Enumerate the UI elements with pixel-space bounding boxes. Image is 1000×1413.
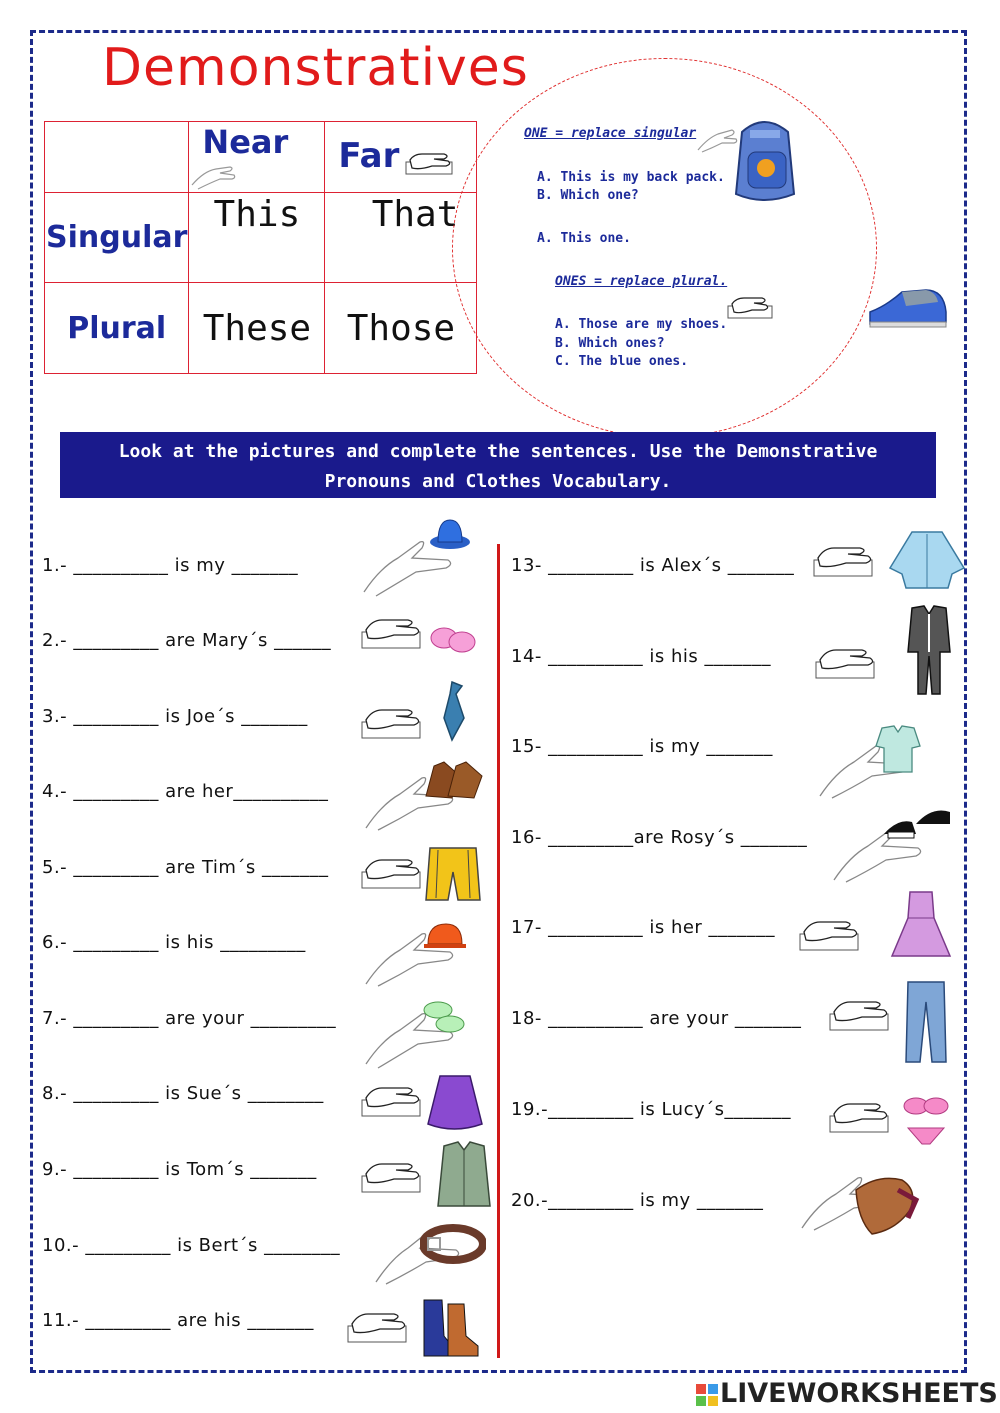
backpack-icon bbox=[728, 114, 800, 206]
suit-icon bbox=[904, 604, 954, 696]
exercise-6[interactable]: 6.- _________ is his _________ bbox=[42, 932, 306, 953]
table-corner bbox=[45, 122, 189, 193]
far-hand-icon bbox=[812, 544, 876, 578]
cell-this: This bbox=[189, 193, 325, 283]
cap-icon bbox=[422, 920, 468, 952]
cell-those: Those bbox=[325, 283, 477, 374]
exercise-2[interactable]: 2.- _________ are Mary´s ______ bbox=[42, 630, 332, 651]
header-near: Near bbox=[189, 122, 325, 193]
instruction-line-1: Look at the pictures and complete the sentences. Use the Demonstrative bbox=[118, 441, 878, 462]
far-hand-icon bbox=[404, 148, 456, 178]
far-hand-icon bbox=[814, 646, 878, 680]
ones-line-a: A. Those are my shoes. bbox=[555, 317, 728, 332]
hat-icon bbox=[428, 514, 472, 552]
exercise-13[interactable]: 13- _________ is Alex´s _______ bbox=[511, 555, 795, 576]
row-singular-label: Singular bbox=[45, 193, 189, 283]
instruction-banner bbox=[60, 432, 936, 498]
one-ones-circle bbox=[452, 58, 877, 438]
ones-line-b: B. Which ones? bbox=[555, 336, 665, 351]
row-plural-label: Plural bbox=[45, 283, 189, 374]
ones-rule: ONES = replace plural. bbox=[555, 274, 728, 289]
far-hand-icon bbox=[360, 616, 424, 650]
exercise-10[interactable]: 10.- _________ is Bert´s ________ bbox=[42, 1235, 341, 1256]
ones-line-c: C. The blue ones. bbox=[555, 354, 689, 369]
liveworksheets-logo-icon bbox=[696, 1384, 718, 1406]
exercise-1[interactable]: 1.- __________ is my _______ bbox=[42, 555, 299, 576]
far-hand-icon bbox=[828, 998, 892, 1032]
exercise-9[interactable]: 9.- _________ is Tom´s _______ bbox=[42, 1159, 317, 1180]
shoe-icon bbox=[866, 282, 950, 332]
one-line-b: B. Which one? bbox=[537, 188, 639, 203]
exercise-5[interactable]: 5.- _________ are Tim´s _______ bbox=[42, 857, 329, 878]
demonstratives-table bbox=[44, 121, 477, 374]
exercise-7[interactable]: 7.- _________ are your _________ bbox=[42, 1008, 337, 1029]
sandals-icon bbox=[422, 996, 468, 1036]
far-hand-icon bbox=[726, 294, 774, 320]
one-rule: ONE = replace singular bbox=[524, 126, 697, 141]
skirt-icon bbox=[424, 1072, 486, 1134]
exercise-18[interactable]: 18- __________ are your _______ bbox=[511, 1008, 802, 1029]
far-hand-icon bbox=[360, 1160, 424, 1194]
header-far: Far bbox=[325, 122, 477, 193]
scarf-icon bbox=[848, 1170, 924, 1240]
column-divider bbox=[497, 544, 500, 1358]
exercise-8[interactable]: 8.- _________ is Sue´s ________ bbox=[42, 1083, 324, 1104]
exercise-15[interactable]: 15- __________ is my _______ bbox=[511, 736, 773, 757]
exercise-3[interactable]: 3.- _________ is Joe´s _______ bbox=[42, 706, 308, 727]
exercise-20[interactable]: 20.-_________ is my _______ bbox=[511, 1190, 764, 1211]
dress-icon bbox=[888, 888, 954, 962]
bikini-icon bbox=[900, 1078, 952, 1148]
slippers-icon bbox=[428, 618, 478, 658]
one-line-a2: A. This one. bbox=[537, 231, 631, 246]
exercise-16[interactable]: 16- _________are Rosy´s _______ bbox=[511, 827, 808, 848]
page-title: Demonstratives bbox=[102, 38, 529, 98]
boots-icon bbox=[418, 1296, 482, 1360]
exercise-19[interactable]: 19.-_________ is Lucy´s_______ bbox=[511, 1099, 791, 1120]
far-hand-icon bbox=[798, 918, 862, 952]
blouse-icon bbox=[872, 724, 924, 776]
cell-these: These bbox=[189, 283, 325, 374]
belt-icon bbox=[420, 1222, 486, 1266]
jacket-icon bbox=[886, 528, 968, 594]
one-line-a: A. This is my back pack. bbox=[537, 170, 725, 185]
black-shoes-icon bbox=[880, 802, 954, 846]
jeans-icon bbox=[902, 978, 950, 1066]
instruction-line-2: Pronouns and Clothes Vocabulary. bbox=[324, 471, 672, 492]
tie-icon bbox=[432, 678, 476, 744]
far-hand-icon bbox=[360, 1084, 424, 1118]
near-hand-icon bbox=[190, 161, 238, 191]
gloves-icon bbox=[420, 756, 486, 802]
watermark-text: LIVEWORKSHEETS bbox=[720, 1378, 998, 1409]
shirt-icon bbox=[434, 1140, 494, 1210]
liveworksheets-watermark bbox=[696, 1378, 998, 1409]
exercise-11[interactable]: 11.- _________ are his _______ bbox=[42, 1310, 314, 1331]
far-hand-icon bbox=[360, 856, 424, 890]
exercise-4[interactable]: 4.- _________ are her__________ bbox=[42, 781, 329, 802]
far-hand-icon bbox=[360, 706, 424, 740]
exercise-17[interactable]: 17- __________ is her _______ bbox=[511, 917, 776, 938]
exercise-14[interactable]: 14- __________ is his _______ bbox=[511, 646, 771, 667]
cell-that: That bbox=[325, 193, 477, 283]
shorts-icon bbox=[424, 842, 482, 906]
far-hand-icon bbox=[828, 1100, 892, 1134]
far-hand-icon bbox=[346, 1310, 410, 1344]
